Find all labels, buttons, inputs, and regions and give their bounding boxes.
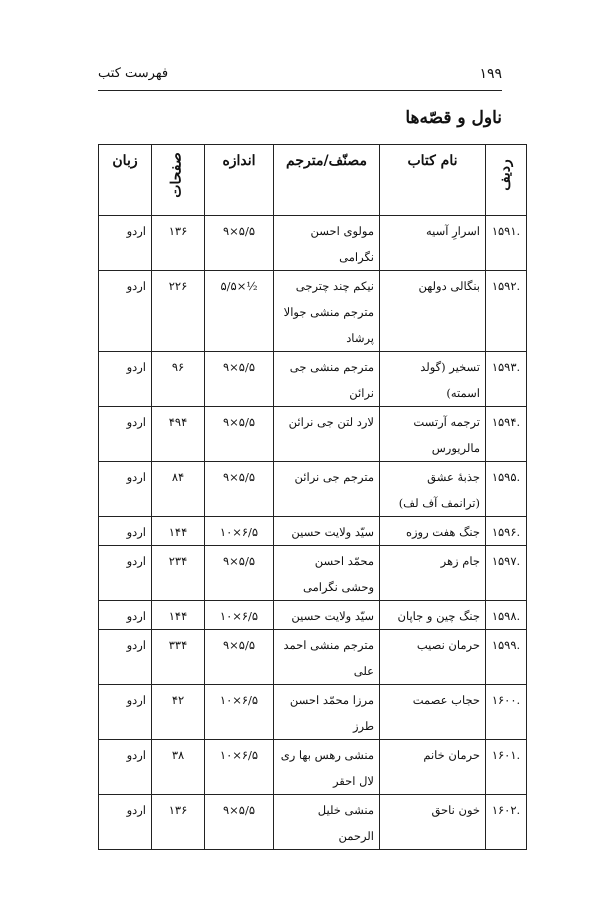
table-row bbox=[99, 740, 527, 795]
cell-pages: ۳۸ bbox=[152, 740, 205, 795]
cell-size: ۹×۵/۵ bbox=[205, 216, 274, 271]
cell-size: ۱۰×۶/۵ bbox=[205, 685, 274, 740]
cell-pages: ۱۴۴ bbox=[152, 601, 205, 630]
cell-pages: ۴۲ bbox=[152, 685, 205, 740]
column-header-pages: صفحات bbox=[152, 145, 205, 216]
cell-no: .۱۵۹۸ bbox=[486, 601, 527, 630]
cell-language: اردو bbox=[99, 352, 152, 407]
cell-title: حجاب عصمت bbox=[380, 685, 486, 740]
cell-title: خون ناحق bbox=[380, 795, 486, 850]
table-row bbox=[99, 630, 527, 685]
cell-pages: ۲۲۶ bbox=[152, 271, 205, 352]
cell-size: ۱۰×۶/۵ bbox=[205, 740, 274, 795]
cell-language: اردو bbox=[99, 740, 152, 795]
cell-no: .۱۵۹۷ bbox=[486, 546, 527, 601]
table-header-row bbox=[99, 145, 527, 216]
table-row bbox=[99, 517, 527, 546]
cell-author: مولوی احسن نگرامی bbox=[274, 216, 380, 271]
catalog-table bbox=[98, 144, 527, 850]
table-row bbox=[99, 601, 527, 630]
cell-size: ۹×۵/۵ bbox=[205, 407, 274, 462]
cell-title: اسرارِ آسیه bbox=[380, 216, 486, 271]
cell-pages: ۴۹۴ bbox=[152, 407, 205, 462]
cell-author: منشی رهس بها ری لال احقر bbox=[274, 740, 380, 795]
cell-size: ۵/۵×½ bbox=[205, 271, 274, 352]
cell-size: ۹×۵/۵ bbox=[205, 630, 274, 685]
cell-size: ۹×۵/۵ bbox=[205, 352, 274, 407]
cell-author: مترجم جی نرائن bbox=[274, 462, 380, 517]
cell-size: ۱۰×۶/۵ bbox=[205, 601, 274, 630]
cell-language: اردو bbox=[99, 685, 152, 740]
cell-no: .۱۵۹۹ bbox=[486, 630, 527, 685]
cell-no: .۱۶۰۲ bbox=[486, 795, 527, 850]
cell-title: تسخیر (گولد اسمته) bbox=[380, 352, 486, 407]
cell-author: لارد لتن جی نرائن bbox=[274, 407, 380, 462]
cell-no: .۱۵۹۴ bbox=[486, 407, 527, 462]
cell-no: .۱۶۰۰ bbox=[486, 685, 527, 740]
cell-no: .۱۵۹۶ bbox=[486, 517, 527, 546]
cell-language: اردو bbox=[99, 630, 152, 685]
cell-author: مترجم منشی احمد علی bbox=[274, 630, 380, 685]
cell-title: ترجمه آرتست مالریورس bbox=[380, 407, 486, 462]
cell-size: ۹×۵/۵ bbox=[205, 546, 274, 601]
cell-pages: ۹۶ bbox=[152, 352, 205, 407]
cell-no: .۱۵۹۳ bbox=[486, 352, 527, 407]
column-header-title: نام کتاب bbox=[380, 145, 486, 216]
table-row bbox=[99, 795, 527, 850]
cell-title: جام زهر bbox=[380, 546, 486, 601]
cell-pages: ۱۳۶ bbox=[152, 795, 205, 850]
cell-title: جنگ چین و جاپان bbox=[380, 601, 486, 630]
cell-no: .۱۵۹۲ bbox=[486, 271, 527, 352]
page-number: ۱۹۹ bbox=[479, 66, 502, 82]
cell-title: حرمان نصیب bbox=[380, 630, 486, 685]
cell-language: اردو bbox=[99, 216, 152, 271]
table-row bbox=[99, 546, 527, 601]
table-row bbox=[99, 271, 527, 352]
cell-no: .۱۶۰۱ bbox=[486, 740, 527, 795]
cell-size: ۱۰×۶/۵ bbox=[205, 517, 274, 546]
cell-author: نیکم چند چترجی مترجم منشی جوالا پرشاد bbox=[274, 271, 380, 352]
column-header-author: مصنّف/مترجم bbox=[274, 145, 380, 216]
cell-pages: ۱۳۶ bbox=[152, 216, 205, 271]
column-header-size: اندازه bbox=[205, 145, 274, 216]
column-header-language: زبان bbox=[99, 145, 152, 216]
running-title: فهرست کتب bbox=[98, 66, 169, 81]
cell-author: مترجم منشی جی نرائن bbox=[274, 352, 380, 407]
cell-no: .۱۵۹۵ bbox=[486, 462, 527, 517]
cell-pages: ۲۳۴ bbox=[152, 546, 205, 601]
cell-pages: ۱۴۴ bbox=[152, 517, 205, 546]
cell-size: ۹×۵/۵ bbox=[205, 462, 274, 517]
cell-title: جذبهٔ عشق (ترانمف آف لف) bbox=[380, 462, 486, 517]
cell-author: سیّد ولایت حسین bbox=[274, 601, 380, 630]
cell-no: .۱۵۹۱ bbox=[486, 216, 527, 271]
cell-pages: ۳۳۴ bbox=[152, 630, 205, 685]
cell-author: محمّد احسن وحشی نگرامی bbox=[274, 546, 380, 601]
table-row bbox=[99, 462, 527, 517]
cell-language: اردو bbox=[99, 517, 152, 546]
cell-language: اردو bbox=[99, 601, 152, 630]
table-row bbox=[99, 352, 527, 407]
column-header-no: ردیف bbox=[486, 145, 527, 216]
cell-title: جنگ هفت روزه bbox=[380, 517, 486, 546]
table-row bbox=[99, 685, 527, 740]
table-row bbox=[99, 216, 527, 271]
cell-language: اردو bbox=[99, 546, 152, 601]
cell-language: اردو bbox=[99, 407, 152, 462]
cell-title: حرمان خانم bbox=[380, 740, 486, 795]
cell-pages: ۸۴ bbox=[152, 462, 205, 517]
page-header bbox=[98, 62, 502, 91]
cell-language: اردو bbox=[99, 271, 152, 352]
cell-author: سیّد ولایت حسین bbox=[274, 517, 380, 546]
cell-author: مرزا محمّد احسن طرز bbox=[274, 685, 380, 740]
cell-size: ۹×۵/۵ bbox=[205, 795, 274, 850]
cell-author: منشی خلیل الرحمن bbox=[274, 795, 380, 850]
section-title: ناول و قصّه‌ها bbox=[405, 108, 502, 128]
cell-title: بنگالی دولهن bbox=[380, 271, 486, 352]
table-row bbox=[99, 407, 527, 462]
cell-language: اردو bbox=[99, 462, 152, 517]
cell-language: اردو bbox=[99, 795, 152, 850]
